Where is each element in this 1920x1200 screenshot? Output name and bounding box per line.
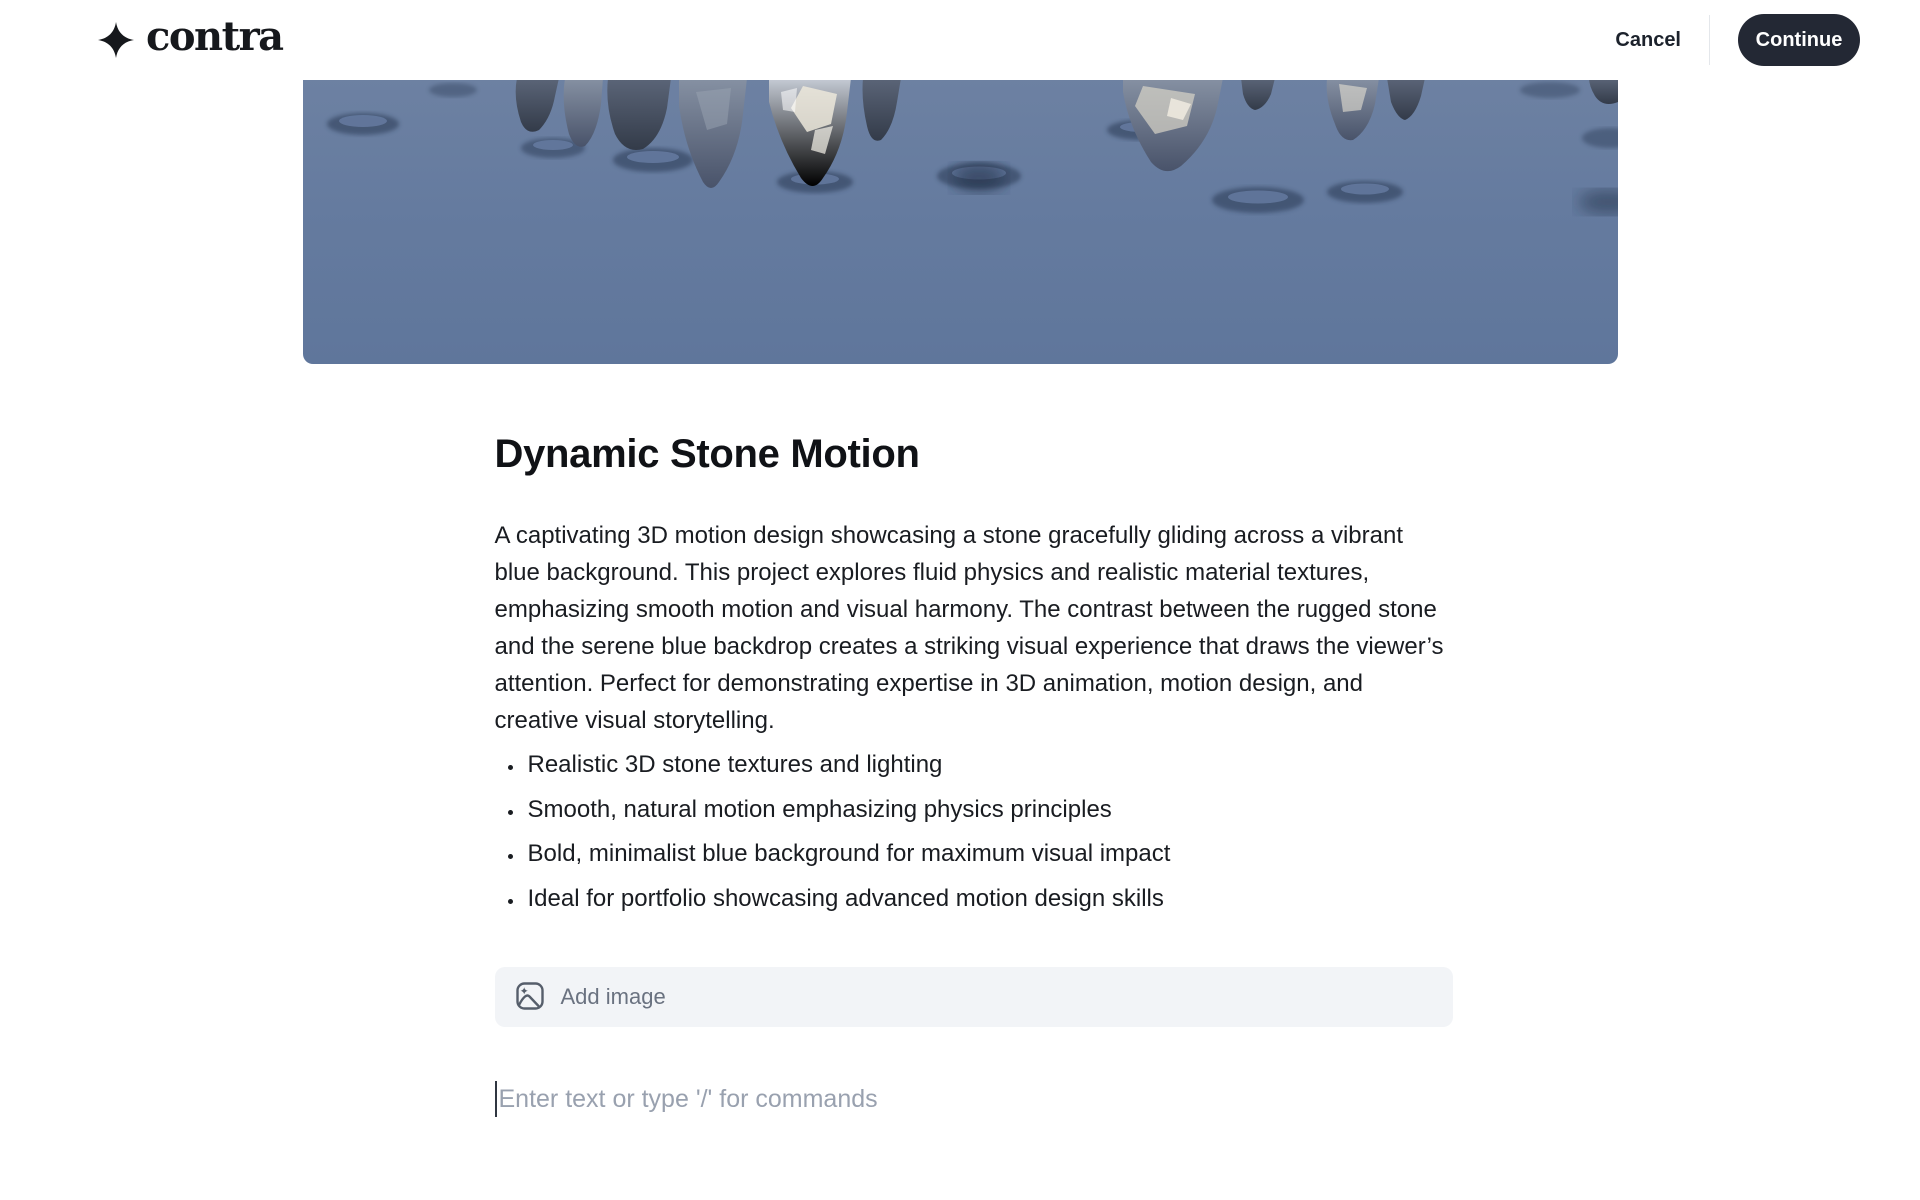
cancel-button[interactable]: Cancel xyxy=(1615,28,1681,51)
project-cover-image[interactable] xyxy=(303,78,1618,364)
feature-list-item[interactable]: • Bold, minimalist blue background for maximum visual impact xyxy=(525,832,1453,877)
project-editor xyxy=(303,0,1618,1119)
feature-list-item[interactable]: • Smooth, natural motion emphasizing physics principles xyxy=(525,788,1453,833)
brand-wordmark: contra xyxy=(146,13,283,60)
feature-list-item[interactable]: • Ideal for portfolio showcasing advanced motion design skills xyxy=(525,877,1453,922)
feature-list-item[interactable]: • Realistic 3D stone textures and lighting xyxy=(525,743,1453,788)
text-input-placeholder: Enter text or type '/' for commands xyxy=(498,1085,878,1113)
project-title[interactable]: Dynamic Stone Motion xyxy=(494,432,920,476)
continue-button[interactable]: Continue xyxy=(1738,14,1860,66)
project-description[interactable]: A captivating 3D motion design showcasing a stone gracefully gliding across a vibrant blue background. This project explores fluid physics and realistic material textures, emphasizing smooth motion and visual harmony. The contrast between the rugged stone and the serene blue backdrop creates a striking visual experience that draws the viewer’s attention. Perfect for demonstrating expertise in 3D animation, motion design, and creative visual storytelling. xyxy=(494,522,1444,734)
text-input-block[interactable] xyxy=(495,1079,1453,1119)
add-image-label: Add image xyxy=(560,984,666,1009)
four-pointed-star-icon xyxy=(98,22,134,58)
contra-logo[interactable] xyxy=(98,13,283,63)
top-bar xyxy=(0,0,1920,80)
text-cursor xyxy=(495,1081,497,1117)
add-image-button[interactable] xyxy=(495,967,1453,1027)
editor-content-column xyxy=(495,430,1453,1119)
image-sparkle-icon xyxy=(515,981,545,1014)
header-actions xyxy=(1615,14,1860,66)
feature-list xyxy=(495,743,1453,921)
header-divider xyxy=(1709,15,1710,65)
